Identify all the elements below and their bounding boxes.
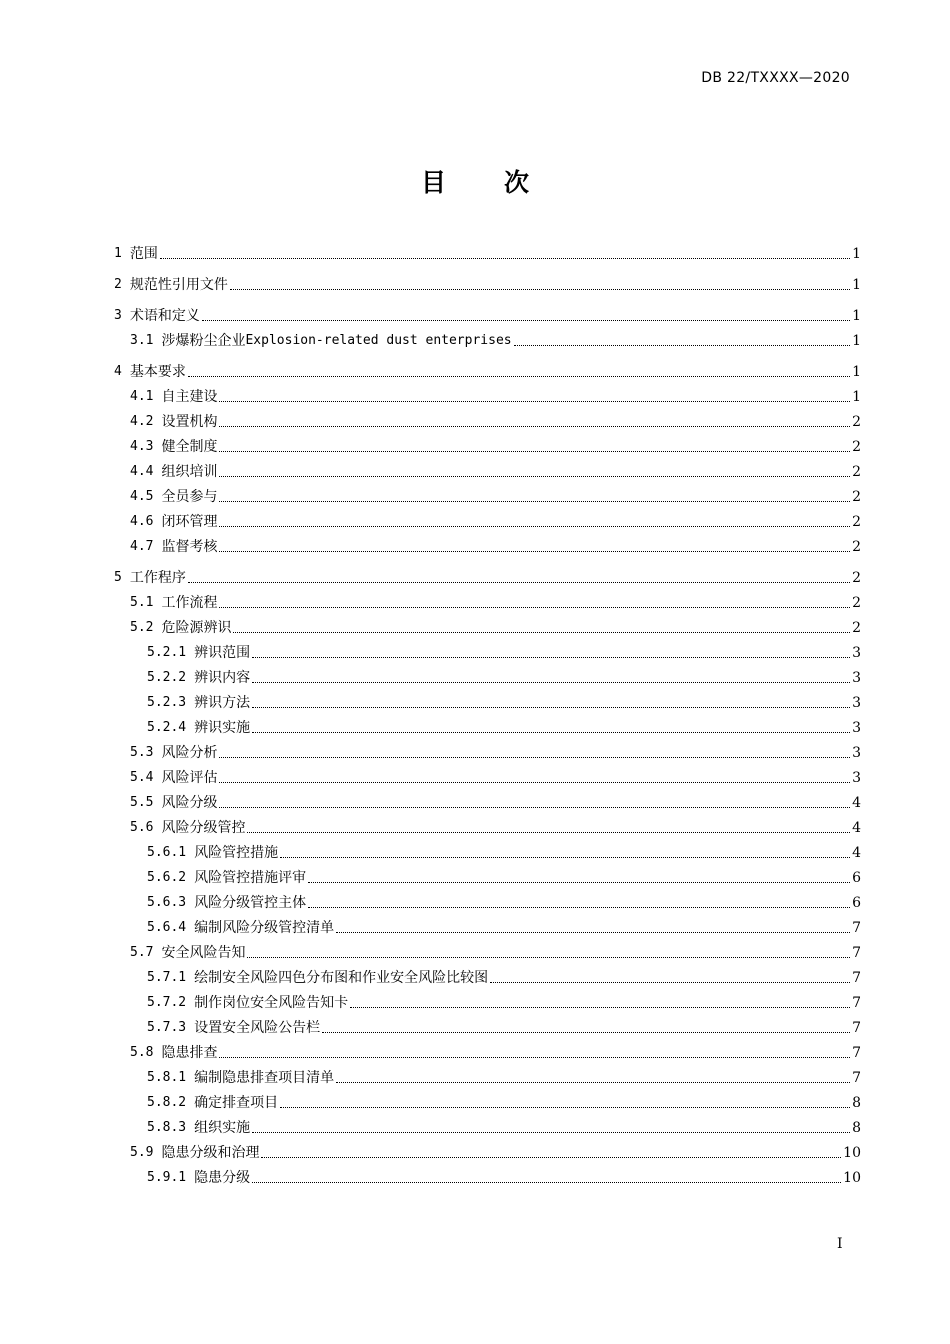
toc-entry-page: 4 (852, 795, 861, 811)
dot-leader (490, 982, 850, 983)
toc-entry-page: 3 (852, 695, 861, 711)
toc-entry-page: 7 (852, 1020, 861, 1036)
toc-entry[interactable] (114, 557, 861, 588)
toc-entry-page: 2 (852, 539, 861, 555)
toc-entry-title: 制作岗位安全风险告知卡 (194, 995, 349, 1011)
toc-entry-page: 8 (852, 1120, 861, 1136)
toc-entry-number: 5.8 (130, 1045, 154, 1060)
dot-leader (219, 607, 850, 608)
dot-leader (219, 476, 850, 477)
toc-entry-number: 1 (114, 246, 122, 261)
toc-entry[interactable] (114, 1138, 861, 1163)
toc-entry-number: 3.1 (130, 333, 154, 348)
toc-entry-number: 5.9.1 (147, 1170, 187, 1185)
dot-leader (308, 907, 850, 908)
toc-entry-number: 2 (114, 277, 122, 292)
toc-entry-number: 5.2.4 (147, 720, 187, 735)
toc-entry[interactable] (114, 264, 861, 295)
toc-entry[interactable] (114, 838, 861, 863)
toc-entry-page: 1 (852, 308, 861, 324)
toc-entry-number: 4.7 (130, 539, 154, 554)
toc-entry[interactable] (114, 813, 861, 838)
toc-entry[interactable] (114, 938, 861, 963)
toc-entry[interactable] (114, 888, 861, 913)
toc-entry-title: 设置机构 (161, 414, 218, 430)
toc-entry[interactable] (114, 613, 861, 638)
toc-entry-page: 2 (852, 414, 861, 430)
table-of-contents (114, 242, 861, 1188)
toc-entry-title: 组织实施 (194, 1120, 251, 1136)
toc-entry-page: 2 (852, 595, 861, 611)
dot-leader (261, 1157, 841, 1158)
toc-entry-number: 5.6.3 (147, 895, 187, 910)
toc-entry[interactable] (114, 457, 861, 482)
toc-entry-number: 5.8.3 (147, 1120, 187, 1135)
toc-entry-number: 4.3 (130, 439, 154, 454)
toc-entry[interactable] (114, 1163, 861, 1188)
toc-entry-page: 7 (852, 920, 861, 936)
toc-entry[interactable] (114, 788, 861, 813)
toc-entry-number: 5.2 (130, 620, 154, 635)
toc-entry-title: 术语和定义 (129, 308, 200, 324)
toc-entry-page: 1 (852, 364, 861, 380)
toc-entry-number: 5.2.3 (147, 695, 187, 710)
dot-leader (230, 289, 850, 290)
toc-entry-title: 隐患分级 (194, 1170, 251, 1186)
toc-entry[interactable] (114, 382, 861, 407)
toc-entry-page: 2 (852, 464, 861, 480)
dot-leader (219, 426, 850, 427)
dot-leader (219, 526, 850, 527)
toc-entry-page: 3 (852, 720, 861, 736)
toc-entry-title: 涉爆粉尘企业 (161, 333, 246, 349)
toc-entry-page: 8 (852, 1095, 861, 1111)
toc-entry-page: 10 (843, 1145, 861, 1161)
toc-entry-number: 4 (114, 364, 122, 379)
toc-entry-title: 风险分级 (161, 795, 218, 811)
toc-entry-title: 辨识实施 (194, 720, 251, 736)
toc-entry[interactable] (114, 407, 861, 432)
toc-entry[interactable] (114, 688, 861, 713)
toc-entry-title: 工作流程 (161, 595, 218, 611)
toc-entry-page: 1 (852, 333, 861, 349)
dot-leader (252, 1132, 850, 1133)
toc-entry-title-english: Explosion-related dust enterprises (245, 333, 512, 348)
toc-entry[interactable] (114, 295, 861, 326)
toc-entry-title: 危险源辨识 (161, 620, 232, 636)
dot-leader (219, 782, 850, 783)
toc-entry-page: 7 (852, 970, 861, 986)
toc-entry-title: 范围 (129, 246, 158, 262)
toc-entry[interactable] (114, 507, 861, 532)
toc-entry[interactable] (114, 482, 861, 507)
toc-entry-page: 1 (852, 246, 861, 262)
toc-entry-title: 隐患排查 (161, 1045, 218, 1061)
toc-entry-page: 7 (852, 995, 861, 1011)
dot-leader (247, 957, 850, 958)
toc-entry-title: 编制风险分级管控清单 (194, 920, 335, 936)
toc-entry-page: 3 (852, 670, 861, 686)
toc-entry-title: 健全制度 (161, 439, 218, 455)
toc-entry[interactable] (114, 1113, 861, 1138)
toc-entry-page: 7 (852, 1070, 861, 1086)
toc-entry[interactable] (114, 532, 861, 557)
toc-entry-number: 5.3 (130, 745, 154, 760)
toc-entry-title: 闭环管理 (161, 514, 218, 530)
dot-leader (219, 501, 850, 502)
toc-entry[interactable] (114, 1013, 861, 1038)
toc-entry-title: 编制隐患排查项目清单 (194, 1070, 335, 1086)
toc-entry-number: 4.4 (130, 464, 154, 479)
dot-leader (350, 1007, 850, 1008)
dot-leader (219, 451, 850, 452)
dot-leader (336, 932, 850, 933)
toc-title-part-1: 目 (420, 168, 446, 197)
toc-entry-page: 7 (852, 1045, 861, 1061)
toc-entry[interactable] (114, 738, 861, 763)
toc-entry-number: 5.7.2 (147, 995, 187, 1010)
toc-entry-title: 全员参与 (161, 489, 218, 505)
toc-entry[interactable] (114, 763, 861, 788)
page-number: I (837, 1236, 843, 1252)
toc-entry-title: 确定排查项目 (194, 1095, 279, 1111)
toc-entry-number: 5.5 (130, 795, 154, 810)
toc-entry-title: 风险管控措施 (194, 845, 279, 861)
dot-leader (252, 732, 850, 733)
document-code: DB 22/TXXXX—2020 (701, 70, 850, 86)
toc-entry-number: 5.6.1 (147, 845, 187, 860)
toc-entry[interactable] (114, 351, 861, 382)
toc-entry[interactable] (114, 913, 861, 938)
toc-entry[interactable] (114, 1088, 861, 1113)
dot-leader (280, 1107, 850, 1108)
toc-entry-title: 隐患分级和治理 (161, 1145, 260, 1161)
toc-entry-number: 5.7.1 (147, 970, 187, 985)
dot-leader (252, 707, 850, 708)
toc-entry[interactable] (114, 988, 861, 1013)
dot-leader (219, 551, 850, 552)
toc-entry-page: 2 (852, 514, 861, 530)
toc-entry-number: 5.6.2 (147, 870, 187, 885)
toc-entry[interactable] (114, 713, 861, 738)
toc-entry-number: 5.1 (130, 595, 154, 610)
toc-entry-title: 风险管控措施评审 (194, 870, 307, 886)
toc-entry-title: 监督考核 (161, 539, 218, 555)
dot-leader (188, 376, 850, 377)
toc-entry[interactable] (114, 326, 861, 351)
toc-entry[interactable] (114, 663, 861, 688)
toc-entry-title: 组织培训 (161, 464, 218, 480)
toc-entry-number: 5.6 (130, 820, 154, 835)
dot-leader (188, 582, 850, 583)
toc-entry-number: 4.6 (130, 514, 154, 529)
toc-title-part-2: 次 (504, 168, 530, 197)
toc-entry-title: 设置安全风险公告栏 (194, 1020, 321, 1036)
toc-entry-number: 4.2 (130, 414, 154, 429)
toc-entry-page: 2 (852, 439, 861, 455)
toc-entry-number: 5 (114, 570, 122, 585)
toc-entry-number: 5.4 (130, 770, 154, 785)
toc-entry-page: 2 (852, 489, 861, 505)
toc-entry-number: 3 (114, 308, 122, 323)
toc-entry-page: 6 (852, 870, 861, 886)
dot-leader (252, 657, 850, 658)
toc-entry-title: 辨识内容 (194, 670, 251, 686)
dot-leader (322, 1032, 850, 1033)
toc-entry-number: 5.7 (130, 945, 154, 960)
dot-leader (219, 807, 850, 808)
toc-entry-number: 5.8.1 (147, 1070, 187, 1085)
toc-entry-title: 辨识范围 (194, 645, 251, 661)
dot-leader (514, 345, 850, 346)
toc-entry[interactable] (114, 638, 861, 663)
toc-entry[interactable] (114, 863, 861, 888)
toc-entry-title: 安全风险告知 (161, 945, 246, 961)
toc-entry-number: 5.8.2 (147, 1095, 187, 1110)
toc-entry-page: 6 (852, 895, 861, 911)
toc-title (0, 163, 950, 199)
toc-entry-page: 2 (852, 620, 861, 636)
toc-entry-page: 2 (852, 570, 861, 586)
dot-leader (308, 882, 850, 883)
toc-entry[interactable] (114, 963, 861, 988)
dot-leader (280, 857, 850, 858)
toc-entry-title: 风险分级管控主体 (194, 895, 307, 911)
toc-entry[interactable] (114, 432, 861, 457)
toc-entry-number: 5.7.3 (147, 1020, 187, 1035)
dot-leader (252, 1182, 841, 1183)
dot-leader (219, 401, 850, 402)
dot-leader (247, 832, 850, 833)
toc-entry-page: 1 (852, 277, 861, 293)
toc-entry-number: 5.9 (130, 1145, 154, 1160)
toc-entry-title: 自主建设 (161, 389, 218, 405)
toc-entry[interactable] (114, 1038, 861, 1063)
toc-entry-page: 4 (852, 845, 861, 861)
toc-entry[interactable] (114, 1063, 861, 1088)
toc-entry-number: 4.5 (130, 489, 154, 504)
toc-entry-title: 风险评估 (161, 770, 218, 786)
toc-entry-number: 4.1 (130, 389, 154, 404)
toc-entry-title: 工作程序 (129, 570, 186, 586)
toc-entry-page: 7 (852, 945, 861, 961)
toc-entry-page: 3 (852, 645, 861, 661)
toc-entry-number: 5.2.1 (147, 645, 187, 660)
toc-entry-title: 绘制安全风险四色分布图和作业安全风险比较图 (194, 970, 489, 986)
toc-entry-page: 3 (852, 745, 861, 761)
dot-leader (160, 258, 850, 259)
toc-entry-title: 风险分级管控 (161, 820, 246, 836)
toc-entry-title: 基本要求 (129, 364, 186, 380)
dot-leader (219, 1057, 850, 1058)
toc-entry-number: 5.6.4 (147, 920, 187, 935)
toc-entry-page: 3 (852, 770, 861, 786)
toc-entry-number: 5.2.2 (147, 670, 187, 685)
toc-entry-page: 10 (843, 1170, 861, 1186)
dot-leader (233, 632, 850, 633)
toc-entry-title: 辨识方法 (194, 695, 251, 711)
toc-entry-title: 风险分析 (161, 745, 218, 761)
dot-leader (202, 320, 850, 321)
toc-entry-page: 1 (852, 389, 861, 405)
toc-entry-title: 规范性引用文件 (129, 277, 228, 293)
toc-entry[interactable] (114, 588, 861, 613)
dot-leader (252, 682, 850, 683)
toc-entry-page: 4 (852, 820, 861, 836)
dot-leader (219, 757, 850, 758)
toc-entry[interactable] (114, 242, 861, 264)
dot-leader (336, 1082, 850, 1083)
